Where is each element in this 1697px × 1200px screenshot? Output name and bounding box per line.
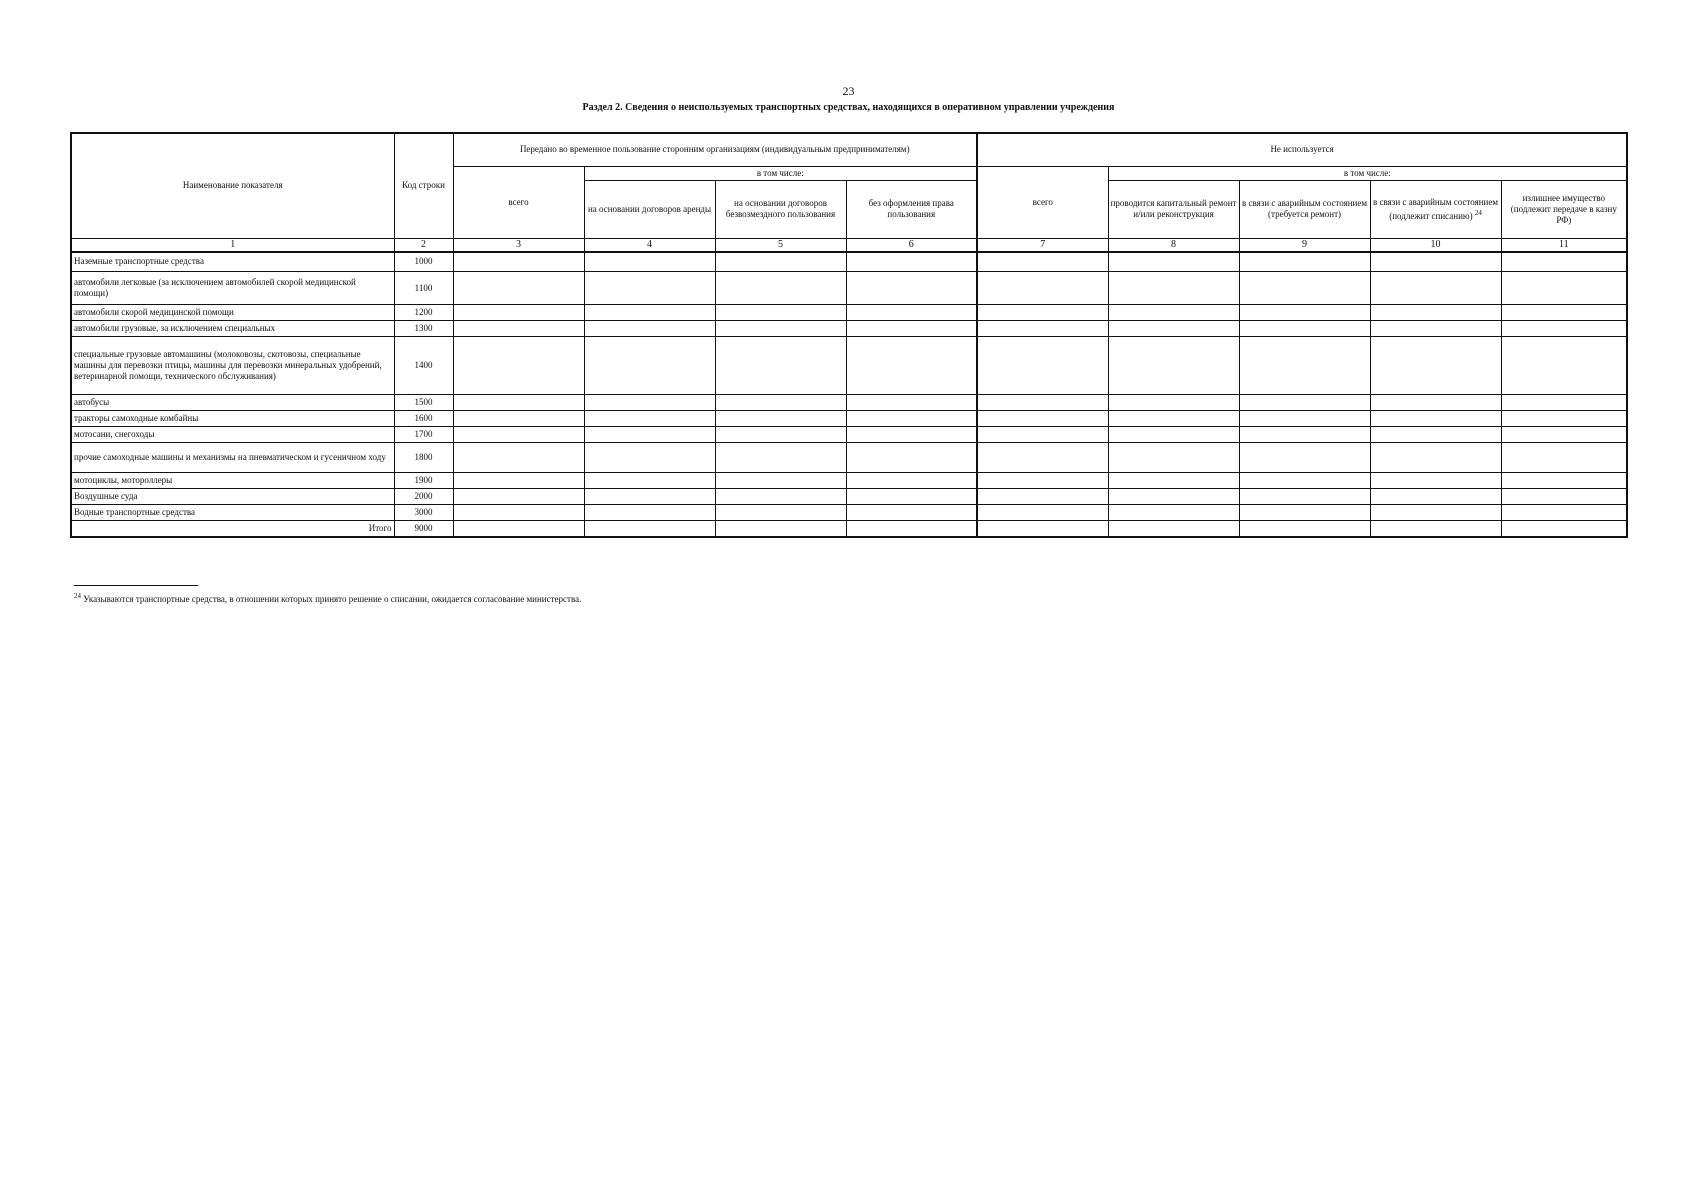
value-cell	[453, 252, 584, 272]
value-cell	[1239, 427, 1370, 443]
row-name: Воздушные суда	[71, 489, 394, 505]
value-cell	[715, 337, 846, 395]
value-cell	[1108, 395, 1239, 411]
column-number: 1	[71, 238, 394, 252]
column-number: 2	[394, 238, 453, 252]
row-code: 1500	[394, 395, 453, 411]
value-cell	[1370, 395, 1501, 411]
table-row	[71, 305, 1627, 321]
value-cell	[584, 305, 715, 321]
value-cell	[1501, 305, 1627, 321]
row-code: 1200	[394, 305, 453, 321]
table-row	[71, 272, 1627, 305]
row-name: автомобили легковые (за исключением автомобилей скорой медицинской помощи)	[71, 272, 394, 305]
footnote-ref: 24	[1474, 208, 1482, 217]
value-cell	[1370, 473, 1501, 489]
value-cell	[453, 443, 584, 473]
value-cell	[1370, 272, 1501, 305]
value-cell	[1108, 427, 1239, 443]
value-cell	[584, 337, 715, 395]
table-row	[71, 427, 1627, 443]
value-cell	[584, 321, 715, 337]
header-indicator-name: Наименование показателя	[71, 133, 394, 238]
column-number: 5	[715, 238, 846, 252]
value-cell	[1501, 395, 1627, 411]
value-cell	[846, 505, 977, 521]
row-code: 1400	[394, 337, 453, 395]
value-cell	[1108, 321, 1239, 337]
header-not-used-group: Не используется	[977, 133, 1627, 166]
value-cell	[1108, 411, 1239, 427]
value-cell	[715, 505, 846, 521]
value-cell	[977, 489, 1108, 505]
value-cell	[1370, 505, 1501, 521]
value-cell	[1370, 427, 1501, 443]
header-col10	[1370, 180, 1501, 238]
value-cell	[846, 272, 977, 305]
row-name: автобусы	[71, 395, 394, 411]
value-cell	[715, 473, 846, 489]
table-row	[71, 505, 1627, 521]
page-number: 23	[842, 84, 855, 98]
value-cell	[584, 443, 715, 473]
value-cell	[1370, 443, 1501, 473]
column-number: 7	[977, 238, 1108, 252]
value-cell	[846, 521, 977, 537]
header-col8: проводится капитальный ремонт и/или реконструкция	[1108, 180, 1239, 238]
value-cell	[1370, 521, 1501, 537]
table-row	[71, 489, 1627, 505]
row-code: 1100	[394, 272, 453, 305]
table-row	[71, 321, 1627, 337]
table-row	[71, 337, 1627, 395]
value-cell	[453, 505, 584, 521]
value-cell	[1239, 411, 1370, 427]
value-cell	[846, 252, 977, 272]
value-cell	[1108, 252, 1239, 272]
value-cell	[715, 321, 846, 337]
row-code: 3000	[394, 505, 453, 521]
value-cell	[453, 321, 584, 337]
table-row	[71, 252, 1627, 272]
value-cell	[977, 321, 1108, 337]
row-name: специальные грузовые автомашины (молоковозы, скотовозы, специальные машины для перевозки птицы, машины для перевозки минеральных удобрений, ветеринарной помощи, технического обслуживания)	[71, 337, 394, 395]
value-cell	[453, 521, 584, 537]
total-code: 9000	[394, 521, 453, 537]
header-row-code: Код строки	[394, 133, 453, 238]
value-cell	[453, 411, 584, 427]
value-cell	[584, 411, 715, 427]
value-cell	[715, 252, 846, 272]
value-cell	[846, 305, 977, 321]
column-number: 4	[584, 238, 715, 252]
value-cell	[1239, 395, 1370, 411]
row-name: Наземные транспортные средства	[71, 252, 394, 272]
table-row	[71, 411, 1627, 427]
value-cell	[977, 521, 1108, 537]
header-col6: без оформления права пользования	[846, 180, 977, 238]
value-cell	[453, 427, 584, 443]
row-name: автомобили скорой медицинской помощи	[71, 305, 394, 321]
value-cell	[1108, 505, 1239, 521]
footnote	[74, 592, 581, 604]
value-cell	[1501, 505, 1627, 521]
value-cell	[715, 427, 846, 443]
value-cell	[1239, 337, 1370, 395]
value-cell	[1239, 473, 1370, 489]
row-name: прочие самоходные машины и механизмы на пневматическом и гусеничном ходу	[71, 443, 394, 473]
footnote-text: Указываются транспортные средства, в отношении которых принято решение о списании, ожидается согласование министерства.	[83, 594, 582, 604]
row-name: автомобили грузовые, за исключением специальных	[71, 321, 394, 337]
table-row	[71, 395, 1627, 411]
total-label: Итого	[71, 521, 394, 537]
value-cell	[846, 395, 977, 411]
value-cell	[715, 272, 846, 305]
value-cell	[1501, 337, 1627, 395]
header-col4: на основании договоров аренды	[584, 180, 715, 238]
header-col11: излишнее имущество (подлежит передаче в казну РФ)	[1501, 180, 1627, 238]
header-col9: в связи с аварийным состоянием (требуется ремонт)	[1239, 180, 1370, 238]
value-cell	[846, 473, 977, 489]
value-cell	[1501, 473, 1627, 489]
row-code: 2000	[394, 489, 453, 505]
value-cell	[584, 489, 715, 505]
value-cell	[584, 427, 715, 443]
value-cell	[715, 395, 846, 411]
column-number: 11	[1501, 238, 1627, 252]
value-cell	[1370, 337, 1501, 395]
value-cell	[1501, 521, 1627, 537]
value-cell	[453, 272, 584, 305]
column-number: 3	[453, 238, 584, 252]
value-cell	[977, 395, 1108, 411]
row-code: 1800	[394, 443, 453, 473]
value-cell	[1108, 489, 1239, 505]
value-cell	[1239, 443, 1370, 473]
value-cell	[1501, 252, 1627, 272]
total-row	[71, 521, 1627, 537]
value-cell	[453, 489, 584, 505]
row-code: 1000	[394, 252, 453, 272]
header-transferred-group: Передано во временное пользование сторонним организациям (индивидуальным предпринимателям)	[453, 133, 977, 166]
value-cell	[715, 443, 846, 473]
value-cell	[1239, 505, 1370, 521]
value-cell	[1108, 337, 1239, 395]
value-cell	[1501, 272, 1627, 305]
value-cell	[977, 427, 1108, 443]
value-cell	[977, 505, 1108, 521]
value-cell	[1239, 252, 1370, 272]
value-cell	[1239, 489, 1370, 505]
column-number: 9	[1239, 238, 1370, 252]
column-number: 6	[846, 238, 977, 252]
value-cell	[453, 395, 584, 411]
value-cell	[977, 252, 1108, 272]
value-cell	[846, 443, 977, 473]
value-cell	[715, 489, 846, 505]
value-cell	[1501, 443, 1627, 473]
column-number-row	[71, 238, 1627, 252]
value-cell	[1239, 272, 1370, 305]
value-cell	[977, 305, 1108, 321]
row-name: мотоциклы, мотороллеры	[71, 473, 394, 489]
value-cell	[1239, 321, 1370, 337]
value-cell	[1239, 521, 1370, 537]
transport-table	[70, 132, 1628, 538]
value-cell	[846, 427, 977, 443]
value-cell	[453, 305, 584, 321]
footnote-mark: 24	[74, 592, 81, 600]
value-cell	[1239, 305, 1370, 321]
section-title: Раздел 2. Сведения о неиспользуемых транспортных средствах, находящихся в оперативном управлении учреждения	[582, 102, 1115, 113]
value-cell	[584, 505, 715, 521]
value-cell	[584, 473, 715, 489]
value-cell	[715, 411, 846, 427]
row-code: 1900	[394, 473, 453, 489]
value-cell	[1501, 411, 1627, 427]
value-cell	[1370, 489, 1501, 505]
value-cell	[1108, 521, 1239, 537]
column-number: 8	[1108, 238, 1239, 252]
value-cell	[1108, 473, 1239, 489]
value-cell	[1108, 305, 1239, 321]
row-name: мотосани, снегоходы	[71, 427, 394, 443]
value-cell	[846, 489, 977, 505]
value-cell	[1108, 443, 1239, 473]
value-cell	[1370, 305, 1501, 321]
value-cell	[584, 272, 715, 305]
value-cell	[977, 443, 1108, 473]
row-code: 1600	[394, 411, 453, 427]
value-cell	[1370, 252, 1501, 272]
row-name: Водные транспортные средства	[71, 505, 394, 521]
value-cell	[846, 411, 977, 427]
value-cell	[584, 521, 715, 537]
value-cell	[846, 321, 977, 337]
column-number: 10	[1370, 238, 1501, 252]
header-not-used-including: в том числе:	[1108, 166, 1627, 180]
row-name: тракторы самоходные комбайны	[71, 411, 394, 427]
value-cell	[977, 337, 1108, 395]
footnote-separator	[74, 585, 198, 586]
value-cell	[584, 252, 715, 272]
value-cell	[1501, 427, 1627, 443]
value-cell	[1108, 272, 1239, 305]
row-code: 1300	[394, 321, 453, 337]
value-cell	[1501, 321, 1627, 337]
value-cell	[453, 473, 584, 489]
header-transferred-including: в том числе:	[584, 166, 977, 180]
value-cell	[453, 337, 584, 395]
header-transferred-total: всего	[453, 166, 584, 238]
value-cell	[715, 305, 846, 321]
value-cell	[1370, 321, 1501, 337]
row-code: 1700	[394, 427, 453, 443]
value-cell	[977, 411, 1108, 427]
value-cell	[977, 272, 1108, 305]
value-cell	[715, 521, 846, 537]
value-cell	[977, 473, 1108, 489]
header-col10-text: в связи с аварийным состоянием (подлежит списанию)	[1373, 196, 1499, 221]
value-cell	[846, 337, 977, 395]
value-cell	[1501, 489, 1627, 505]
value-cell	[584, 395, 715, 411]
header-not-used-total: всего	[977, 166, 1108, 238]
table-row	[71, 443, 1627, 473]
header-col5: на основании договоров безвозмездного пользования	[715, 180, 846, 238]
value-cell	[1370, 411, 1501, 427]
table-row	[71, 473, 1627, 489]
